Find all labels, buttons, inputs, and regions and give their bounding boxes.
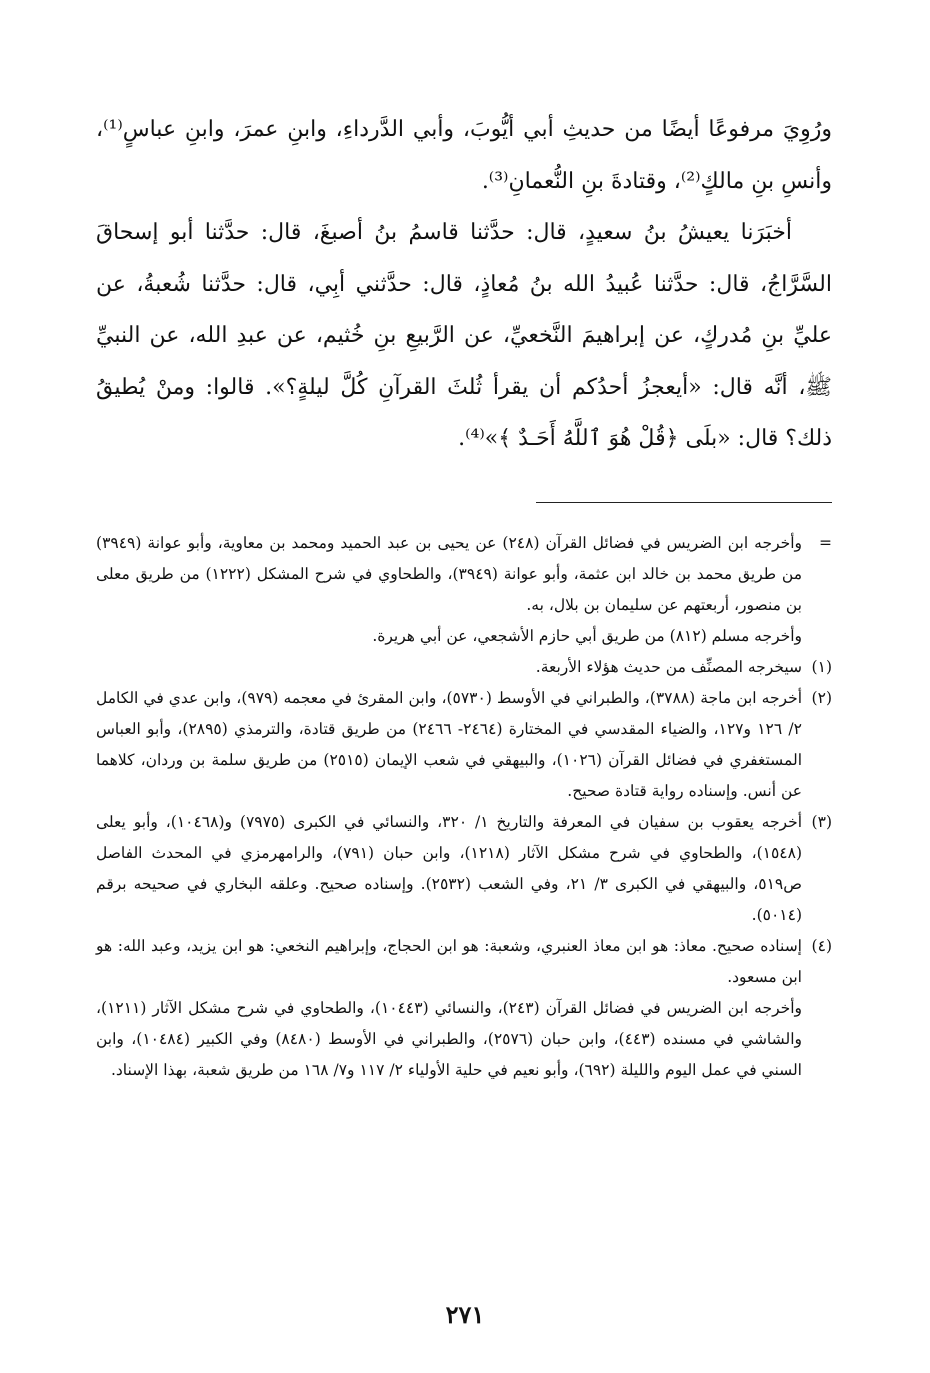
footnote-divider [536,502,832,503]
footnote-4 [96,931,832,1086]
footnote-marker: (٣) [811,813,832,831]
main-paragraph-1: ورُوِيَ مرفوعًا أيضًا من حديثِ أبي أيُّوبَ، وأبي الدَّرداءِ، وابنِ عمرَ، وابنِ عباسٍ⁽¹⁾، وأنسِ بنِ مالكٍ⁽²⁾، وقتادةَ بنِ النُّعمانِ⁽³⁾. [96,117,832,194]
footnote-line: أخرجه ابن ماجة (٣٧٨٨)، والطبراني في الأوسط (٥٧٣٠)، وابن المقرئ في معجمه (٩٧٩)، وابن عدي في الكامل ٢/ ١٢٦ و١٢٧، والضياء المقدسي في المختارة (٢٤٦٤- ٢٤٦٦) من طريق قتادة، والترمذي (٢٨٩٥)، وأبو العباس المستغفري في فضائل القرآن (١٠٢٦)، والبيهقي في شعب الإيمان (٢٥١٥) من طريق سلمة بن وردان، كلاهما عن أنس. وإسناده رواية قتادة صحيح. [96,689,802,800]
page-number: ٢٧١ [445,1300,485,1329]
footnote-2 [96,683,832,807]
footnote-line: أخرجه يعقوب بن سفيان في المعرفة والتاريخ ١/ ٣٢٠، والنسائي في الكبرى (٧٩٧٥) و(١٠٤٦٨)، وأبو يعلى (١٥٤٨)، والطحاوي في شرح مشكل الآثار (١٢١٨)، وابن حبان (٧٩١)، والرامهرمزي في المحدث الفاصل ص٥١٩، والبيهقي في الكبرى ٣/ ٢١، وفي الشعب (٢٥٣٢). وإسناده صحيح. وعلقه البخاري في صحيحه برقم (٥٠١٤). [96,813,803,924]
footnote-line: وأخرجه مسلم (٨١٢) من طريق أبي حازم الأشجعي، عن أبي هريرة. [372,627,802,645]
footnote-marker: (٢) [811,689,832,707]
footnote-marker: (٤) [811,937,832,955]
footnote-1 [96,652,832,683]
main-text [96,104,832,465]
footnote-line: وأخرجه ابن الضريس في فضائل القرآن (٢٤٣)، والنسائي (١٠٤٤٣)، والطحاوي في شرح مشكل الآثار (١٢١١)، والشاشي في مسنده (٤٤٣)، وابن حبان (٢٥٧٦)، والطبراني في الأوسط (٨٤٨٠) وفي الكبير (١٠٤٨٤)، وابن السني في عمل اليوم والليلة (٦٩٢)، وأبو نعيم في حلية الأولياء ٢/ ١١٧ و٧/ ١٦٨ من طريق شعبة، بهذا الإسناد. [96,999,802,1079]
footnote-continuation [96,528,832,652]
footnote-line: سيخرجه المصنِّف من حديث هؤلاء الأربعة. [535,658,802,676]
footnote-line: وأخرجه ابن الضريس في فضائل القرآن (٢٤٨) عن يحيى بن عبد الحميد ومحمد بن معاوية، وأبو عوانة (٣٩٤٩) من طريق محمد بن خالد ابن عثمة، وأبو عوانة (٣٩٤٩)، والطحاوي في شرح المشكل (١٢٢٢) من طريق معلى بن منصور، أربعتهم عن سليمان بن بلال، به. [96,534,802,614]
footnote-marker: (١) [811,658,832,676]
footnote-3 [96,807,832,931]
main-paragraph-2: أخبَرَنا يعيشُ بنُ سعيدٍ، قال: حدَّثنا قاسمُ بنُ أصبغَ، قال: حدَّثنا أبو إسحاقَ السَّرَّاجُ، قال: حدَّثنا عُبيدُ الله بنُ مُعاذٍ، قال: حدَّثني أبِي، قال: حدَّثنا شُعبةُ، عن عليِّ بنِ مُدركٍ، عن إبراهيمَ النَّخعيِّ، عن الرَّبيعِ بنِ خُثيم، عن عبدِ الله، عن النبيِّ ﷺ، أنَّه قال: «أيعجزُ أحدُكم أن يقرأ ثُلثَ القرآنِ كُلَّ ليلةٍ؟». قالوا: ومنْ يُطيقُ ذلك؟ قال: «بلَى ﴿قُلْ هُوَ ٱللَّهُ أَحَـدٌ ﴾»⁽⁴⁾. [96,220,832,451]
footnotes [96,528,832,1086]
footnote-line: إسناده صحيح. معاذ: هو ابن معاذ العنبري، وشعبة: هو ابن الحجاج، وإبراهيم النخعي: هو ابن يزيد، وعبد الله: هو ابن مسعود. [96,937,802,986]
footnote-marker: = [819,534,832,552]
